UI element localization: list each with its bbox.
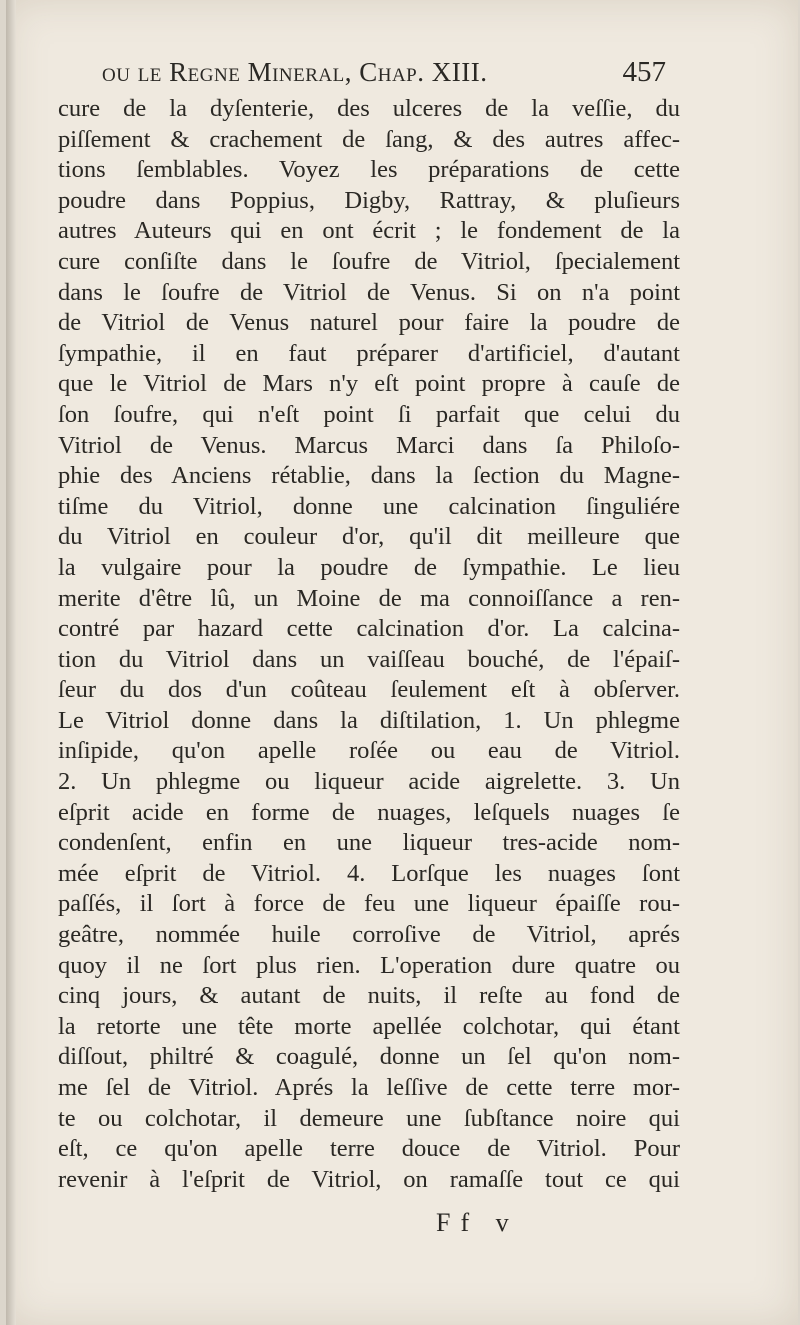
text-line: te ou colchotar, il demeure une ſubſtance noire qui [58,1104,680,1132]
text-line: eſt, ce qu'on apelle terre douce de Vitriol. Pour [58,1135,680,1163]
text-line: contré par hazard cette calcination d'or. La calcina- [58,615,680,643]
text-line: la vulgaire pour la poudre de ſympathie. Le lieu [58,553,680,581]
text-line: quoy il ne ſort plus rien. L'operation dure quatre ou [58,951,680,979]
text-line: revenir à l'eſprit de Vitriol, on ramaſſe tout ce qui [58,1165,680,1193]
text-line: tion du Vitriol dans un vaiſſeau bouché, de l'épaiſ- [58,645,680,673]
page-number: 457 [622,56,666,88]
text-line: inſipide, qu'on apelle roſée ou eau de Vitriol. [58,737,680,765]
text-line: cinq jours, & autant de nuits, il reſte au fond de [58,982,680,1010]
text-line: condenſent, enfin en une liqueur tres-acide nom- [58,829,680,857]
body-text [58,94,680,1195]
text-line: me ſel de Vitriol. Aprés la leſſive de cette terre mor- [58,1074,680,1101]
text-line: poudre dans Poppius, Digby, Rattray, & pluſieurs [58,186,680,214]
book-page [6,0,798,1325]
page-header [102,56,666,89]
text-line: ſon ſoufre, qui n'eſt point ſi parfait que celui du [58,400,680,428]
text-line: tiſme du Vitriol, donne une calcination ſinguliére [58,492,680,520]
text-line: que le Vitriol de Mars n'y eſt point propre à cauſe de [58,370,680,398]
text-line: cure conſiſte dans le ſoufre de Vitriol, ſpecialement [58,247,680,275]
text-line: du Vitriol en couleur d'or, qu'il dit meilleure que [58,523,680,551]
text-line: cure de la dyſenterie, des ulceres de la veſſie, du [58,95,680,122]
text-line: la retorte une tête morte apellée colchotar, qui étant [58,1012,680,1040]
text-line: eſprit acide en forme de nuages, leſquels nuages ſe [58,798,680,826]
signature-mark: Ff v [436,1208,519,1237]
page-gutter [6,0,16,1325]
text-line: Le Vitriol donne dans la diſtilation, 1. Un phlegme [58,706,680,734]
text-line: dans le ſoufre de Vitriol de Venus. Si on n'a point [58,278,680,306]
text-line: diſſout, philtré & coagulé, donne un ſel qu'on nom- [58,1043,680,1071]
text-line: 2. Un phlegme ou liqueur acide aigrelette. 3. Un [58,768,680,796]
text-line: Vitriol de Venus. Marcus Marci dans ſa Philoſo- [58,431,680,459]
text-line: merite d'être lû, un Moine de ma connoiſſance a ren- [58,584,680,612]
text-line: piſſement & crachement de ſang, & des autres affec- [58,125,680,153]
text-line: autres Auteurs qui en ont écrit ; le fondement de la [58,217,680,245]
text-line: tions ſemblables. Voyez les préparations de cette [58,156,680,184]
text-line: phie des Anciens rétablie, dans la ſection du Magne- [58,462,680,490]
text-line: ſympathie, il en faut préparer d'artificiel, d'autant [58,339,680,367]
text-line: geâtre, nommée huile corroſive de Vitriol, aprés [58,921,680,949]
running-title: ou le Regne Mineral, Chap. XIII. [102,57,488,87]
text-line: de Vitriol de Venus naturel pour faire la poudre de [58,309,680,337]
text-line: ſeur du dos d'un coûteau ſeulement eſt à obſerver. [58,676,680,704]
text-line: paſſés, il ſort à force de feu une liqueur épaiſſe rou- [58,890,680,918]
text-line: mée eſprit de Vitriol. 4. Lorſque les nuages ſont [58,859,680,887]
